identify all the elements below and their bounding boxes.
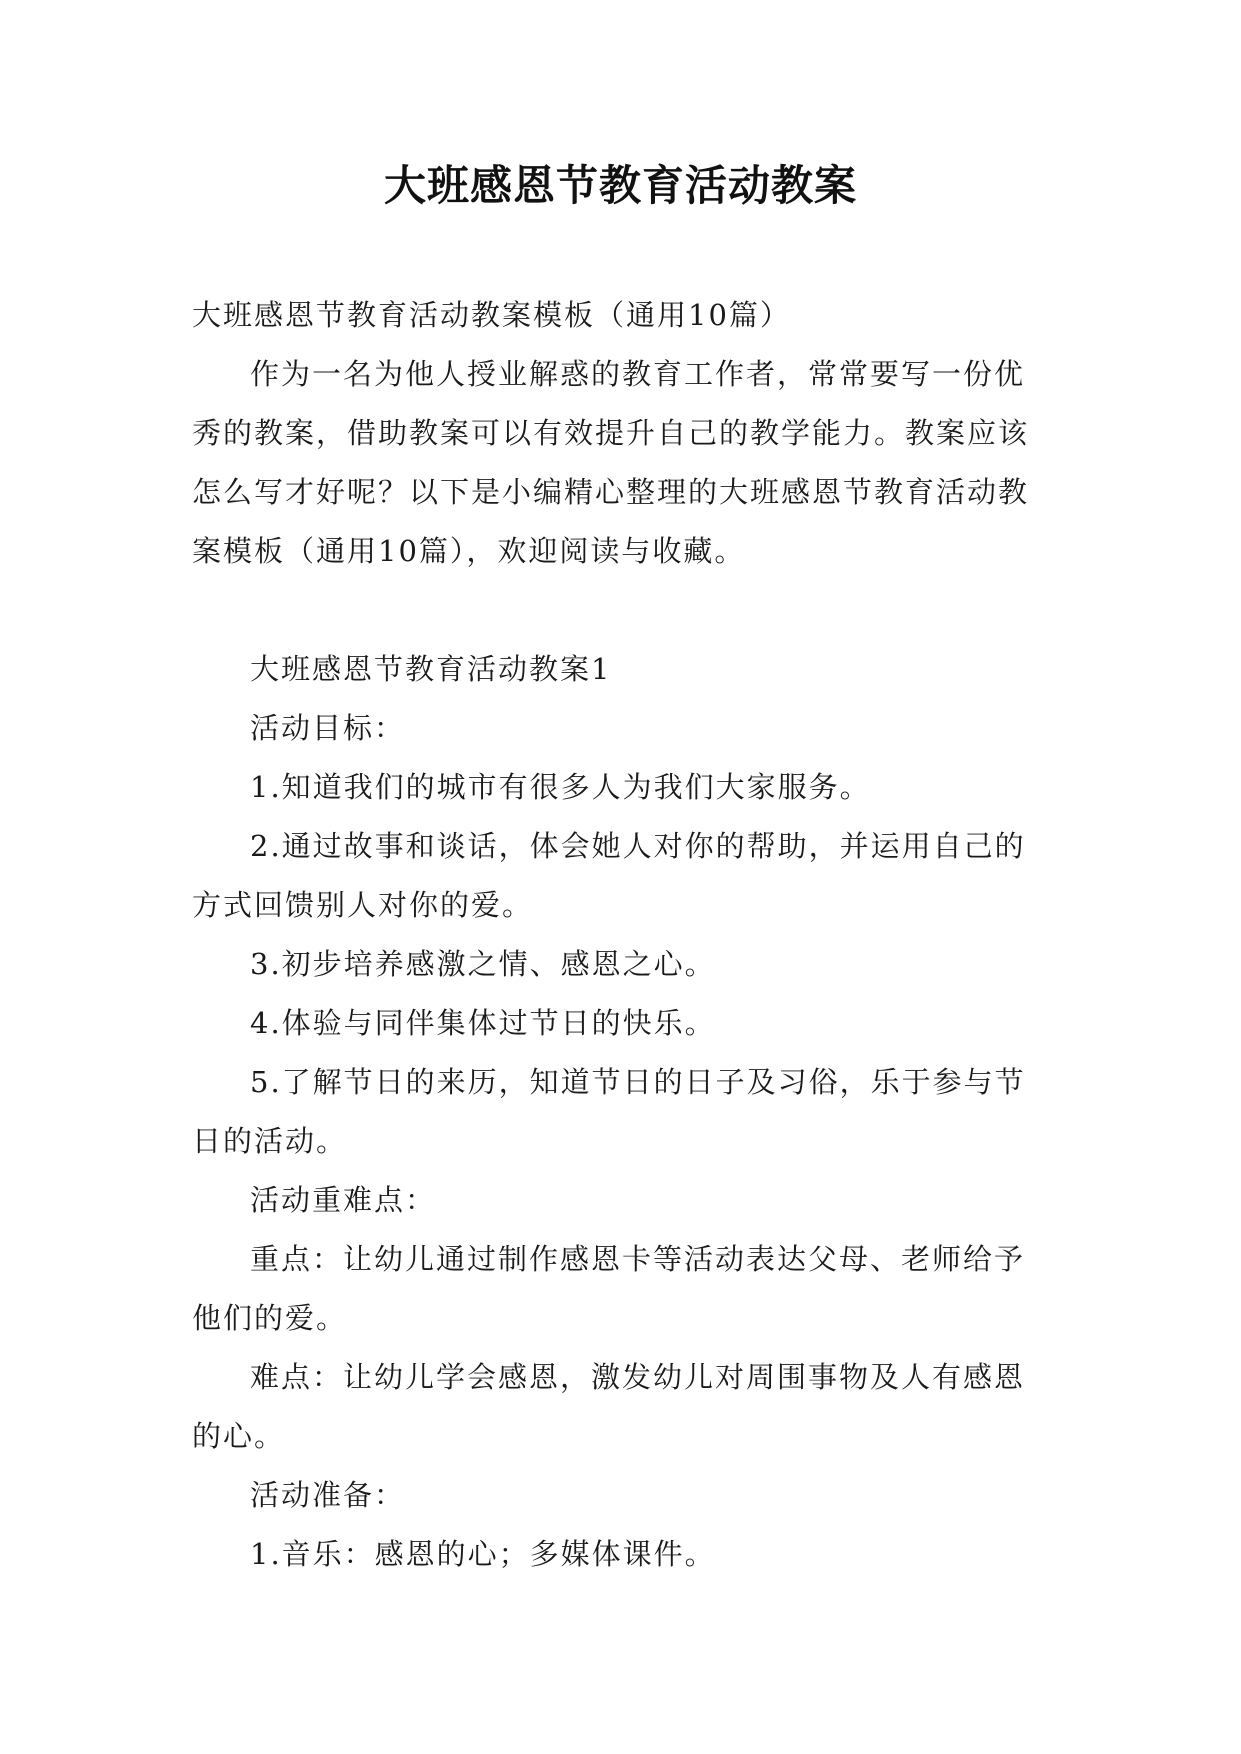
section-heading: 大班感恩节教育活动教案1 — [250, 652, 612, 686]
document-subtitle: 大班感恩节教育活动教案模板（通用10篇） — [192, 298, 791, 332]
paragraph-gap — [192, 581, 1050, 640]
goal-item: 1.知道我们的城市有很多人为我们大家服务。 — [250, 770, 871, 804]
difficult-point: 难点：让幼儿学会感恩，激发幼儿对周围事物及人有感恩的心。 — [192, 1360, 1026, 1453]
goal-item: 3.初步培养感激之情、感恩之心。 — [250, 947, 716, 981]
goal-item: 5.了解节日的来历，知道节日的日子及习俗，乐于参与节日的活动。 — [192, 1065, 1026, 1158]
key-points-heading: 活动重难点： — [250, 1183, 437, 1217]
goal-item: 4.体验与同伴集体过节日的快乐。 — [250, 1006, 716, 1040]
document-body — [192, 286, 1050, 1584]
preparation-heading: 活动准备： — [250, 1478, 406, 1512]
goal-item: 2.通过故事和谈话，体会她人对你的帮助，并运用自己的方式回馈别人对你的爱。 — [192, 829, 1026, 922]
goals-heading: 活动目标： — [250, 711, 406, 745]
intro-paragraph: 作为一名为他人授业解惑的教育工作者，常常要写一份优秀的教案，借助教案可以有效提升自己的教学能力。教案应该怎么写才好呢？以下是小编精心整理的大班感恩节教育活动教案模板（通用10篇），欢迎阅读与收藏。 — [192, 357, 1030, 568]
document-title: 大班感恩节教育活动教案 — [383, 161, 857, 210]
key-point: 重点：让幼儿通过制作感恩卡等活动表达父母、老师给予他们的爱。 — [192, 1242, 1026, 1335]
preparation-item: 1.音乐：感恩的心；多媒体课件。 — [250, 1537, 716, 1571]
